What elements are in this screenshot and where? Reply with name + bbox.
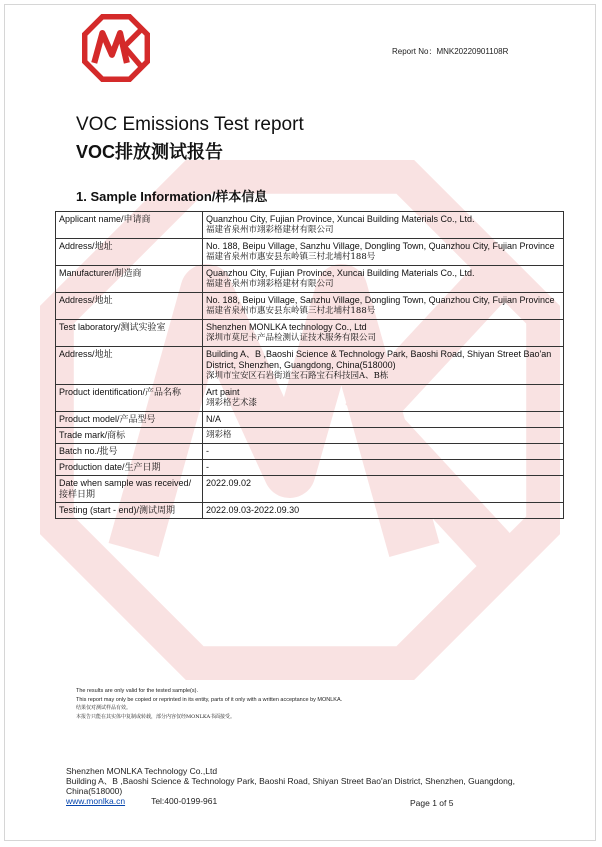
- row-label: Product identification/产品名称: [56, 385, 203, 412]
- value-en: Building A、B ,Baoshi Science & Technology Park, Baoshi Road, Shiyan Street Bao'an District, Shenzhen, Guangdong, China(518000): [206, 349, 552, 370]
- value-cn: 福建省泉州市惠安县东岭镇三村北埔村188号: [206, 252, 376, 262]
- footer-company: Shenzhen MONLKA Technology Co.,Ltd: [66, 766, 218, 776]
- value-en: 2022.09.03-2022.09.30: [206, 505, 300, 515]
- value-cn: 福建省泉州市翊彩格建材有限公司: [206, 225, 334, 235]
- row-label: Batch no./批号: [56, 444, 203, 460]
- row-label: Production date/生产日期: [56, 460, 203, 476]
- report-title-en: VOC Emissions Test report: [76, 114, 304, 135]
- table-row: [56, 239, 564, 266]
- value-en: 2022.09.02: [206, 478, 252, 488]
- row-value: [203, 460, 564, 476]
- footer: [66, 766, 556, 806]
- table-row: [56, 385, 564, 412]
- row-value: [203, 444, 564, 460]
- row-value: [203, 476, 564, 503]
- row-label: Applicant name/申请商: [56, 212, 203, 239]
- row-value: [203, 385, 564, 412]
- website-link[interactable]: www.monlka.cn: [66, 796, 126, 806]
- row-value: [203, 239, 564, 266]
- value-en: Quanzhou City, Fujian Province, Xuncai Building Materials Co., Ltd.: [206, 268, 475, 278]
- row-label: Address/地址: [56, 239, 203, 266]
- value-en: Quanzhou City, Fujian Province, Xuncai Building Materials Co., Ltd.: [206, 214, 475, 224]
- row-value: [203, 412, 564, 428]
- row-label: Testing (start - end)/测试周期: [56, 503, 203, 519]
- row-label: Address/地址: [56, 347, 203, 385]
- value-cn: 福建省泉州市惠安县东岭镇三村北埔村188号: [206, 306, 376, 316]
- value-cn: 翊彩格: [206, 430, 232, 440]
- table-row: [56, 320, 564, 347]
- row-value: [203, 428, 564, 444]
- note-line: This report may only be copied or reprinted in its entity, parts of it only with a written acceptance by MONLKA.: [76, 696, 343, 703]
- table-row: [56, 412, 564, 428]
- value-en: Art paint: [206, 387, 240, 397]
- row-label: Trade mark/商标: [56, 428, 203, 444]
- table-row: [56, 476, 564, 503]
- table-row: [56, 460, 564, 476]
- table-row: [56, 444, 564, 460]
- value-en: -: [206, 462, 209, 472]
- monlka-logo-icon: [82, 14, 150, 82]
- note-line: 结果仅对测试样品有效。: [76, 705, 132, 711]
- value-en: N/A: [206, 414, 222, 424]
- row-label: Manufacturer/制造商: [56, 266, 203, 293]
- table-row: [56, 293, 564, 320]
- row-label: Date when sample was received/接样日期: [56, 476, 203, 503]
- value-cn: 深圳市莫尼卡产品检测认证技术服务有限公司: [206, 333, 377, 343]
- row-value: [203, 347, 564, 385]
- value-en: -: [206, 446, 209, 456]
- value-cn: 深圳市宝安区石岩街道宝石路宝石科技园A、B栋: [206, 371, 389, 381]
- table-row: [56, 266, 564, 293]
- disclaimer-notes: [76, 687, 342, 721]
- row-label: Test laboratory/测试实验室: [56, 320, 203, 347]
- note-line: 本报告只能在其实体中复制或转载，部分内容仅经MONLKA书面接受。: [76, 713, 236, 720]
- footer-tel: Tel:400-0199-961: [151, 796, 218, 806]
- table-row: [56, 347, 564, 385]
- sample-info-table: [55, 211, 564, 519]
- row-value: [203, 266, 564, 293]
- footer-address: Building A、B ,Baoshi Science & Technology Park, Baoshi Road, Shiyan Street Bao'an District, Shenzhen, Guangdong, China(518000): [66, 776, 515, 796]
- report-number: Report No：MNK20220901108R: [392, 47, 509, 56]
- value-en: Shenzhen MONLKA technology Co., Ltd: [206, 322, 367, 332]
- row-value: [203, 320, 564, 347]
- row-value: [203, 212, 564, 239]
- value-en: No. 188, Beipu Village, Sanzhu Village, Dongling Town, Quanzhou City, Fujian Province: [206, 241, 555, 251]
- table-row: [56, 212, 564, 239]
- table-row: [56, 428, 564, 444]
- table-row: [56, 503, 564, 519]
- value-en: No. 188, Beipu Village, Sanzhu Village, Dongling Town, Quanzhou City, Fujian Province: [206, 295, 555, 305]
- row-label: Product model/产品型号: [56, 412, 203, 428]
- note-line: The results are only valid for the tested sample(s).: [76, 688, 198, 694]
- report-title-cn: VOC排放测试报告: [76, 142, 224, 162]
- section-title: 1. Sample Information/样本信息: [76, 189, 268, 204]
- row-value: [203, 293, 564, 320]
- page-number: Page 1 of 5: [410, 798, 454, 808]
- value-cn: 翊彩格艺术漆: [206, 398, 258, 408]
- row-label: Address/地址: [56, 293, 203, 320]
- row-value: [203, 503, 564, 519]
- value-cn: 福建省泉州市翊彩格建材有限公司: [206, 279, 334, 289]
